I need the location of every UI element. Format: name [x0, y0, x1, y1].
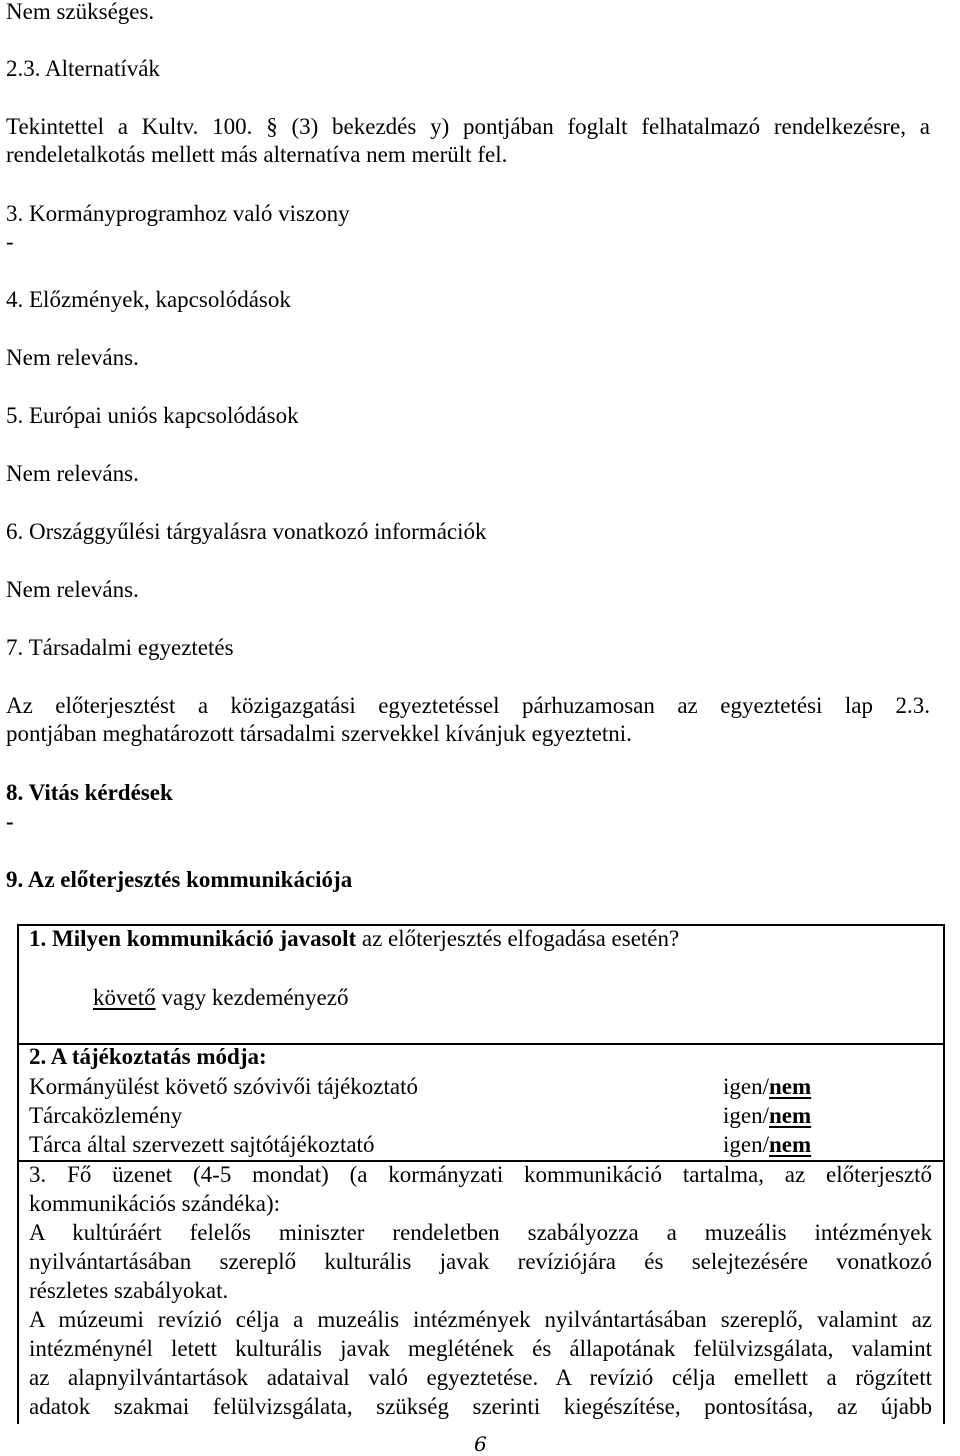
choice-no-selected: nem [769, 1074, 812, 1099]
info-row-1 [29, 1072, 932, 1101]
alternatives-text-line-1: Tekintettel a Kultv. 100. § (3) bekezdés y) pontjában foglalt felhatalmazó rendelkezésre, a [6, 114, 930, 139]
info-row-1-choice [723, 1072, 811, 1101]
not-needed-text: Nem szükséges. [6, 0, 155, 24]
main-message [29, 1160, 932, 1421]
page-number: 6 [474, 1432, 487, 1456]
main-message-line-4: nyilvántartásában szereplő kulturális javak revíziójára és selejtezésére vonatkozó [29, 1249, 932, 1274]
section-4-text: Nem releváns. [6, 345, 139, 370]
main-message-line-8: az alapnyilvántartások adataival való egyeztetése. A revízió célja emellett a rögzített [29, 1365, 932, 1390]
section-6-heading: 6. Országgyűlési tárgyalásra vonatkozó információk [6, 519, 487, 544]
section-7-text-line-2: pontjában meghatározott társadalmi szervekkel kívánjuk egyeztetni. [6, 721, 632, 746]
alternatives-heading: 2.3. Alternatívák [6, 56, 160, 81]
info-row-2 [29, 1101, 932, 1130]
info-row-3-choice [723, 1130, 811, 1159]
choice-yes: igen/ [723, 1132, 769, 1157]
question-1-answer [93, 984, 348, 1012]
main-message-line-1: 3. Fő üzenet (4-5 mondat) (a kormányzati kommunikáció tartalma, az előterjesztő [29, 1162, 932, 1187]
section-8-heading: 8. Vitás kérdések [6, 780, 173, 805]
alternatives-text-line-2: rendeletalkotás mellett más alternatíva nem merült fel. [6, 142, 508, 167]
main-message-line-9: adatok szakmai felülvizsgálata, szükség szerinti kiegészítése, pontosítása, az újabb [29, 1394, 932, 1419]
section-3-text: - [6, 229, 14, 254]
info-row-2-choice [723, 1101, 811, 1130]
section-5-text: Nem releváns. [6, 461, 139, 486]
info-row-2-label: Tárcaközlemény [29, 1103, 183, 1128]
choice-yes: igen/ [723, 1074, 769, 1099]
choice-no-selected: nem [769, 1103, 812, 1128]
main-message-line-7: intézménynél letett kulturális javak meglétének és állapotának felülvizsgálata, valamint [29, 1336, 932, 1361]
question-1 [29, 925, 679, 953]
info-row-3 [29, 1130, 932, 1159]
section-6-text: Nem releváns. [6, 577, 139, 602]
section-5-heading: 5. Európai uniós kapcsolódások [6, 403, 299, 428]
info-row-3-label: Tárca által szervezett sajtótájékoztató [29, 1132, 375, 1157]
section-7-text-line-1: Az előterjesztést a közigazgatási egyeztetéssel párhuzamosan az egyeztetési lap 2.3. [6, 693, 930, 718]
question-1-bold: 1. Milyen kommunikáció javasolt [29, 926, 357, 951]
main-message-line-2: kommunikációs szándéka): [29, 1191, 281, 1216]
answer-rest: vagy kezdeményező [155, 985, 349, 1010]
section-3-heading: 3. Kormányprogramhoz való viszony [6, 201, 350, 226]
main-message-line-5: részletes szabályokat. [29, 1278, 229, 1303]
info-row-1-label: Kormányülést követő szóvivői tájékoztató [29, 1074, 418, 1099]
main-message-line-3: A kultúráért felelős miniszter rendeletben szabályozza a muzeális intézmények [29, 1220, 932, 1245]
section-7-heading: 7. Társadalmi egyeztetés [6, 635, 234, 660]
choice-yes: igen/ [723, 1103, 769, 1128]
question-1-rest: az előterjesztés elfogadása esetén? [356, 926, 680, 951]
section-8-text: - [6, 809, 14, 834]
section-4-heading: 4. Előzmények, kapcsolódások [6, 287, 291, 312]
choice-no-selected: nem [769, 1132, 812, 1157]
question-2-heading: 2. A tájékoztatás módja: [29, 1044, 267, 1069]
section-9-heading: 9. Az előterjesztés kommunikációja [6, 867, 353, 892]
main-message-line-6: A múzeumi revízió célja a muzeális intézmények nyilvántartásában szereplő, valamint az [29, 1307, 932, 1332]
answer-selected: követő [93, 985, 156, 1010]
